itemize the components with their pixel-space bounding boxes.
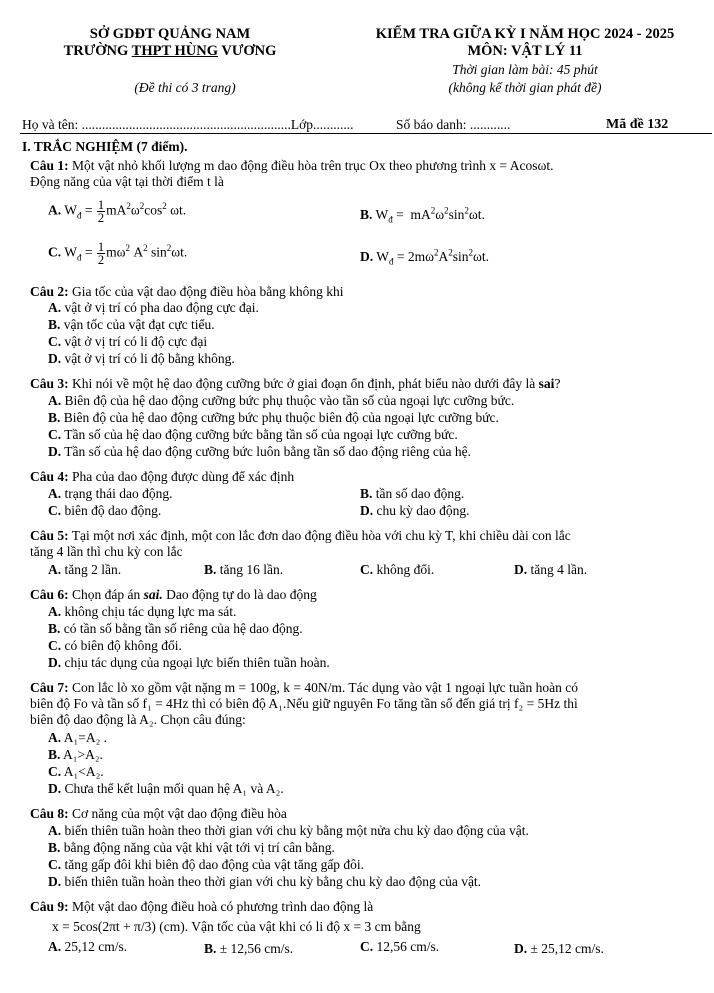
option-text: A₁=A₂ . [61,730,108,745]
question-3: Câu 3: Khi nói về một hệ dao động cưỡng bức ở giai đoạn ổn định, phát biểu nào dưới đây là sai? [30,376,561,391]
school-name-underlined: THPT HÙNG [131,43,218,59]
q8-option-b [48,840,335,856]
q2-option-d [48,351,235,367]
exam-code: Mã đề 132 [606,117,669,132]
q6-option-d [48,655,330,671]
option-key: B. [48,410,61,425]
question-label: Câu 7: [30,680,69,695]
option-key: D. [48,781,62,796]
option-key: D. [360,503,374,518]
question-label: Câu 1: [30,158,69,173]
option-text: tăng 4 lần. [527,562,588,577]
q3-option-a [48,393,514,409]
question-6: Câu 6: Chọn đáp án sai. Dao động tự do là dao động [30,587,317,602]
exam-title: KIỂM TRA GIỮA KỲ I NĂM HỌC 2024 - 2025 [375,26,675,42]
q2-option-c [48,334,207,350]
option-text: tăng 16 lần. [216,562,284,577]
question-text: Một vật dao động điều hoà có phương trình dao động là [68,899,374,914]
option-text: Chưa thể kết luận mối quan hệ A₁ và A₂. [61,781,284,796]
option-key: C. [48,764,62,779]
question-4 [30,469,294,485]
question-9-equation: x = 5cos(2πt + π/3) (cm). Vận tốc của vật khi có li độ x = 3 cm bằng [52,919,421,934]
q9-option-d [514,941,604,957]
q9-option-a [48,939,127,955]
option-key: D. [48,655,62,670]
q7-option-d [48,781,284,797]
option-key: A. [48,604,62,619]
fraction: $\frac{1}{2}$ [97,198,105,225]
option-key: C. [48,638,62,653]
pages-note: (Đề thi có 3 trang) [134,80,236,95]
question-7-line3: biên độ dao động là A₂. Chọn câu đúng: [30,712,246,727]
fraction: $\frac{1}{2}$ [97,240,105,267]
option-text: vật ở vị trí có li độ cực đại [61,334,208,349]
option-key: C. [48,334,62,349]
q6-option-b [48,621,303,637]
q1-option-d: D. $W_đ = 2m\omega^2A^2\sin^2\omega t$. [360,247,490,267]
question-text: Con lắc lò xo gồm vật nặng m = 100g, k = 40N/m. Tác dụng vào vật 1 ngoại lực tuần hoàn có [68,680,578,695]
option-text: không đổi. [373,562,435,577]
option-text: vận tốc của vật đạt cực tiểu. [60,317,215,332]
question-text: Tại một nơi xác định, một con lắc đơn dao động điều hòa với chu kỳ T, khi chiều dài con lắc [68,528,571,543]
q3-option-d [48,444,471,460]
option-text: Tần số của hệ dao động cưỡng bức bằng tần số của ngoại lực cưỡng bức. [61,427,458,442]
option-key: B. [48,317,61,332]
option-key: A. [48,300,62,315]
question-text: Chọn đáp án [68,587,144,602]
option-text: ± 25,12 cm/s. [527,941,604,956]
question-7 [30,680,578,696]
option-key: B. [360,486,373,501]
option-key: A. [48,730,62,745]
q4-option-a [48,486,172,502]
q9-option-b [204,941,293,957]
option-text: biến thiên tuần hoàn theo thời gian với chu kỳ bằng một nửa chu kỳ dao động của vật. [61,823,529,838]
question-text: Pha của dao động được dùng để xác định [68,469,295,484]
option-text: trạng thái dao động. [61,486,173,501]
option-key: B. [204,941,217,956]
option-text: 12,56 cm/s. [373,939,440,954]
option-key: B. [204,562,217,577]
option-key: B. [48,840,61,855]
header-divider [20,133,712,134]
q1-option-b: B. $W_đ = mA^2\omega^2\sin^2\omega t$. [360,205,485,225]
option-key: A. [48,939,62,954]
school-department: SỞ GDĐT QUẢNG NAM [89,26,251,42]
option-text: 25,12 cm/s. [61,939,128,954]
q4-option-b [360,486,464,502]
option-key: D. [514,562,528,577]
question-2 [30,284,343,300]
question-text: Cơ năng của một vật dao động điều hòa [68,806,287,821]
question-label: Câu 9: [30,899,69,914]
option-key: A. [48,562,62,577]
option-key: A. [48,202,62,218]
option-key: B. [48,747,61,762]
q1-option-c: C. $W_đ$ = $\frac{1}{2}$ $m\omega^2$ $A^2$ $\sin^2\omega t$. [48,240,188,267]
option-text: có biên độ không đổi. [61,638,182,653]
option-text: bằng động năng của vật khi vật tới vị trí cân bằng. [60,840,335,855]
option-text: tăng gấp đôi khi biên độ dao động của vật tăng gấp đôi. [61,857,365,872]
option-key: D. [514,941,528,956]
option-text: có tần số bằng tần số riêng của hệ dao động. [60,621,303,636]
q5-option-c [360,562,434,578]
q2-option-b [48,317,215,333]
question-label: Câu 6: [30,587,69,602]
option-key: A. [48,486,62,501]
time-note: (không kể thời gian phát đề) [448,80,602,95]
question-text: Gia tốc của vật dao động điều hòa bằng không khi [68,284,344,299]
option-key: D. [48,351,62,366]
question-7-line2: biên độ Fo và tần số f₁ = 4Hz thì có biên độ A₁.Nếu giữ nguyên Fo tăng tần số đến giá trị f₂ = 5Hz thì [30,696,578,711]
option-text: tăng 2 lần. [61,562,122,577]
q5-option-d [514,562,587,578]
option-text: A₁<A₂. [61,764,104,779]
option-key: C. [48,427,62,442]
question-label: Câu 3: [30,376,69,391]
q3-option-b [48,410,499,426]
subject: MÔN: VẬT LÝ 11 [467,43,583,59]
q7-option-a [48,730,107,746]
option-key: D. [48,874,62,889]
emphasis: sai [538,376,555,391]
option-key: C. [48,244,62,260]
option-key: A. [48,823,62,838]
q4-option-d [360,503,469,519]
option-text: chu kỳ dao động. [373,503,470,518]
question-1 [30,158,554,174]
option-key: C. [360,939,374,954]
section-title: I. TRẮC NGHIỆM (7 điểm). [22,139,188,154]
student-name-field: Họ và tên: ..............................................................Lớp............ [22,117,354,132]
q7-option-c [48,764,104,780]
question-text: Khi nói về một hệ dao động cưỡng bức ở giai đoạn ổn định, phát biểu nào dưới đây là [68,376,539,391]
student-id-field: Số báo danh: ............ [396,117,511,132]
question-text: Một vật nhỏ khối lượng m dao động điều hòa trên trục Ox theo phương trình x = Acosωt. [68,158,554,173]
school-name-prefix: TRƯỜNG [63,43,132,59]
option-text: A₁>A₂. [60,747,103,762]
q8-option-d [48,874,481,890]
q8-option-a [48,823,529,839]
q3-option-c [48,427,458,443]
q9-option-c [360,939,439,955]
option-text: biên độ dao động. [61,503,162,518]
q1-option-a: A. $W_đ$ = $\frac{1}{2}$ $mA^2\omega^2\cos^2$ ωt. [48,198,187,225]
question-label: Câu 5: [30,528,69,543]
option-text: tần số dao động. [372,486,465,501]
question-8 [30,806,287,822]
option-text: Tần số của hệ dao động cưỡng bức luôn bằng tần số dao động riêng của hệ. [61,444,472,459]
question-label: Câu 2: [30,284,69,299]
q5-option-b [204,562,283,578]
q2-option-a [48,300,259,316]
q5-option-a [48,562,121,578]
question-9 [30,899,373,915]
q4-option-c [48,503,161,519]
question-label: Câu 4: [30,469,69,484]
emphasis: sai. [143,587,163,602]
school-name-suffix: VƯƠNG [218,43,277,59]
option-key: B. [360,207,373,222]
q6-option-c [48,638,182,654]
option-text: vật ở vị trí có pha dao động cực đại. [61,300,259,315]
option-key: D. [48,444,62,459]
q6-option-a [48,604,236,620]
question-1-line2: Động năng của vật tại thời điểm t là [30,174,224,189]
option-text: không chịu tác dụng lực ma sát. [61,604,237,619]
option-text: vật ở vị trí có li độ bằng không. [61,351,235,366]
exam-duration: Thời gian làm bài: 45 phút [452,62,598,77]
option-text: ± 12,56 cm/s. [216,941,294,956]
option-key: B. [48,621,61,636]
option-key: C. [48,857,62,872]
school-name [20,43,320,60]
q7-option-b [48,747,103,763]
option-text: Biên độ của hệ dao động cưỡng bức phụ thuộc vào tần số của ngoại lực cưỡng bức. [61,393,515,408]
option-text: Biên độ của hệ dao động cưỡng bức phụ thuộc biên độ của ngoại lực cưỡng bức. [60,410,499,425]
option-key: D. [360,249,374,264]
option-key: A. [48,393,62,408]
option-text: chịu tác dụng của ngoại lực biến thiên tuần hoàn. [61,655,330,670]
q8-option-c [48,857,364,873]
option-key: C. [360,562,374,577]
option-text: biến thiên tuần hoàn theo thời gian với chu kỳ bằng chu kỳ dao động của vật. [61,874,482,889]
option-key: C. [48,503,62,518]
question-5-line2: tăng 4 lần thì chu kỳ con lắc [30,544,183,559]
question-5 [30,528,571,544]
question-label: Câu 8: [30,806,69,821]
